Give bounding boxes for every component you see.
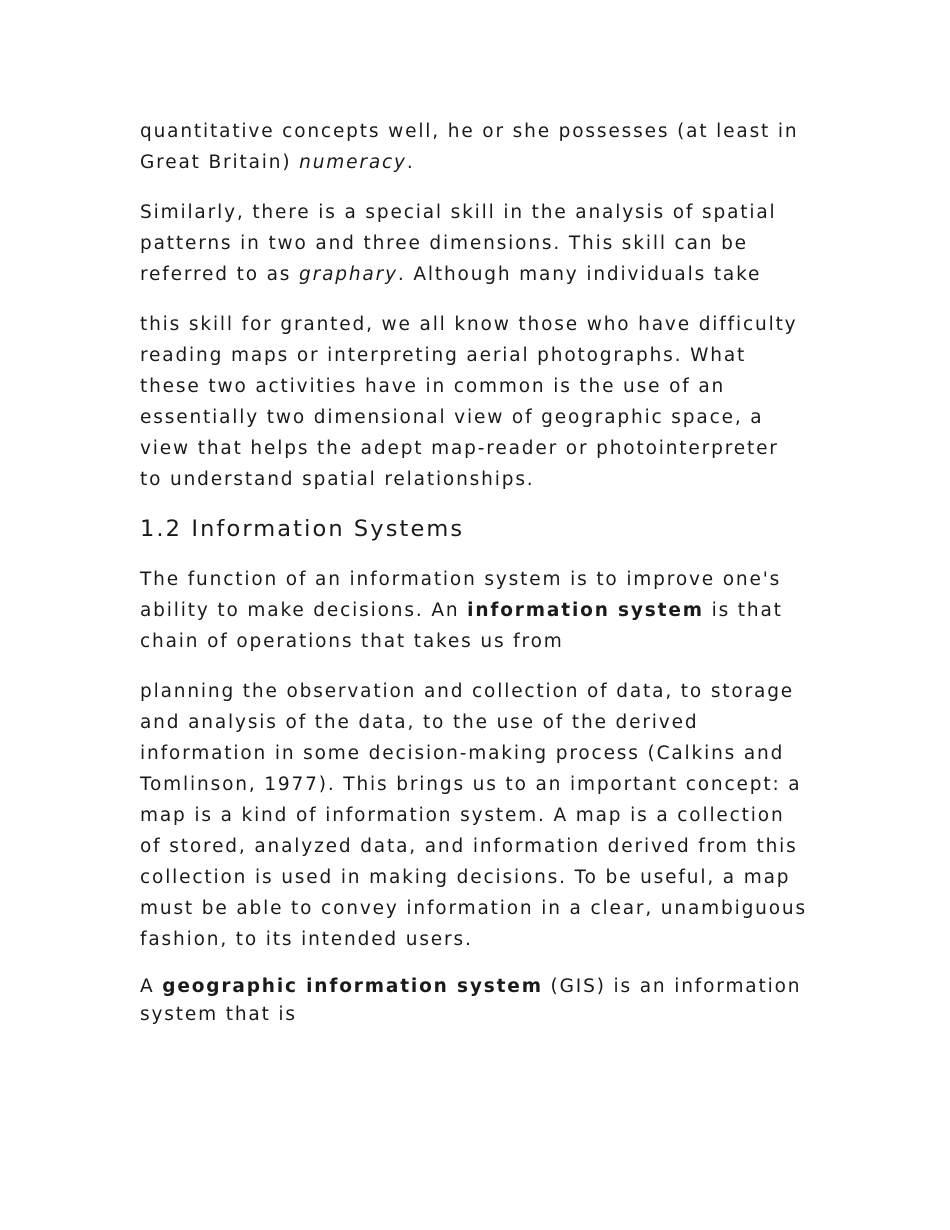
emphasis-numeracy: numeracy bbox=[299, 152, 407, 173]
paragraph-graphary bbox=[140, 197, 830, 290]
emphasis-graphary: graphary bbox=[299, 264, 398, 285]
text-line: map is a kind of information system. A map is a collection bbox=[140, 805, 785, 826]
text-line: A geographic information system (GIS) is an information bbox=[140, 976, 802, 997]
text-line: planning the observation and collection of data, to storage bbox=[140, 681, 795, 702]
text-line: Great Britain) numeracy. bbox=[140, 152, 415, 173]
text-line: and analysis of the data, to the use of the derived bbox=[140, 712, 699, 733]
text-line: Similarly, there is a special skill in the analysis of spatial bbox=[140, 202, 777, 223]
text-line: patterns in two and three dimensions. This skill can be bbox=[140, 233, 748, 254]
document-page bbox=[140, 116, 830, 1029]
term-geographic-information-system: geographic information system bbox=[162, 976, 543, 997]
text-line: view that helps the adept map-reader or photointerpreter bbox=[140, 438, 779, 459]
text-line: Tomlinson, 1977). This brings us to an important concept: a bbox=[140, 774, 802, 795]
text-line: ability to make decisions. An information system is that bbox=[140, 600, 783, 621]
paragraph-numeracy bbox=[140, 116, 830, 178]
text-line: referred to as graphary. Although many individuals take bbox=[140, 264, 762, 285]
text-line: reading maps or interpreting aerial photographs. What bbox=[140, 345, 747, 366]
text-line: to understand spatial relationships. bbox=[140, 469, 535, 490]
text-line: chain of operations that takes us from bbox=[140, 631, 564, 652]
term-information-system: information system bbox=[467, 600, 704, 621]
text-line: of stored, analyzed data, and information derived from this bbox=[140, 836, 798, 857]
text-line: quantitative concepts well, he or she possesses (at least in bbox=[140, 121, 799, 142]
text-line: collection is used in making decisions. To be useful, a map bbox=[140, 867, 791, 888]
paragraph-map-information-system bbox=[140, 676, 830, 955]
text-line: The function of an information system is to improve one's bbox=[140, 569, 782, 590]
text-line: this skill for granted, we all know those who have difficulty bbox=[140, 314, 798, 335]
text-line: must be able to convey information in a clear, unambiguous bbox=[140, 898, 807, 919]
paragraph-spatial-skill bbox=[140, 309, 830, 495]
text-line: fashion, to its intended users. bbox=[140, 929, 473, 950]
text-line: information in some decision-making process (Calkins and bbox=[140, 743, 785, 764]
paragraph-gis bbox=[140, 973, 830, 1029]
text-line: system that is bbox=[140, 1004, 297, 1025]
paragraph-information-system bbox=[140, 564, 830, 657]
text-line: essentially two dimensional view of geographic space, a bbox=[140, 407, 764, 428]
section-heading: 1.2 Information Systems bbox=[140, 516, 465, 542]
text-line: these two activities have in common is the use of an bbox=[140, 376, 726, 397]
